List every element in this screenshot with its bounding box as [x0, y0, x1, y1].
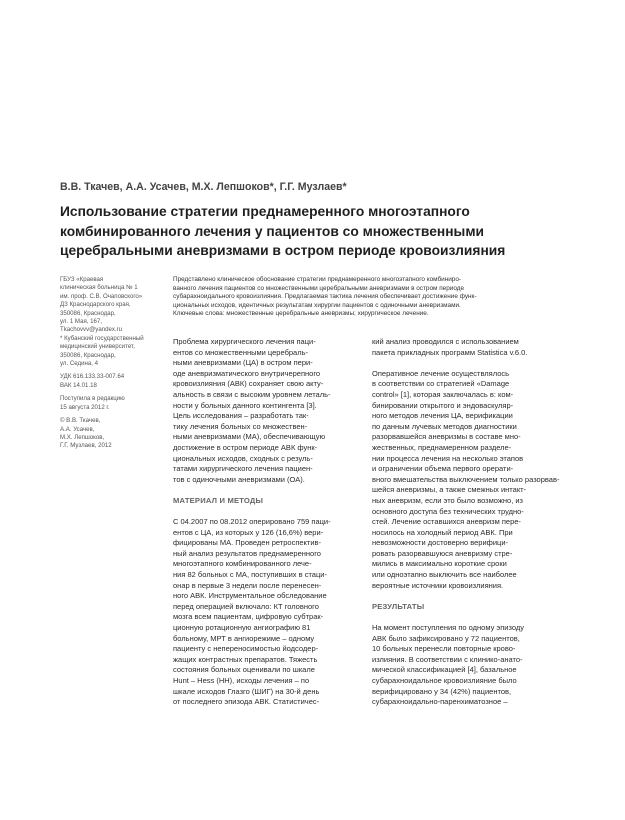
copyright-block	[60, 417, 172, 451]
body-column-left	[173, 337, 363, 708]
text-line: ционную ротационную ангиографию 81	[173, 623, 311, 633]
text-line: АВК было зафиксировано у 72 пациентов,	[372, 633, 520, 643]
text-line: ными аневризмами (ЦА) в остром пери-	[173, 358, 313, 368]
text-line: мозга всем пациентам, цифровую субтрак-	[173, 612, 324, 622]
authors: В.В. Ткачев, А.А. Усачев, М.Х. Лепшоков*, Г.Г. Музлаев*	[60, 181, 347, 193]
text-line: 10 больных перенесли повторные крово-	[372, 644, 516, 654]
udk-line: УДК 616.133.33-007.64	[60, 373, 125, 381]
text-line: носилось на холодный период АВК. При	[372, 527, 513, 537]
text-line: ных аневризм, если это было возможно, из	[372, 495, 523, 505]
text-line: ния 82 больных с МА, поступивших в стаци-	[173, 570, 327, 580]
text-line: нии процесса лечения на несколько этапов	[372, 453, 524, 463]
text-line: пациенту с непереносимостью йодсодер-	[173, 644, 319, 654]
text-line: излияния. В соответствии с клинико-анато-	[372, 654, 523, 664]
text-line: состояния больных оценивали по шкале	[173, 665, 315, 675]
abstract-keywords: Ключевые слова: множественные церебральные аневризмы; хирургическое лечение.	[173, 310, 429, 318]
text-line: в соответствии со стратегией «Damage	[372, 379, 510, 389]
affiliation-line: 350086, Краснодар,	[60, 351, 116, 359]
title-line: комбинированного лечения у пациентов со множественными	[60, 223, 485, 239]
text-line: шейся аневризмы, а также смежных интакт-	[372, 485, 527, 495]
text-line: ровать разорвавшуюся аневризму стре-	[372, 548, 513, 558]
received-line: Поступила в редакцию	[60, 395, 125, 403]
affiliation-email: Tkachovvv@yandex.ru	[60, 326, 123, 334]
text-line: Оперативное лечение осуществлялось	[372, 368, 510, 378]
text-line: разорвавшейся аневризмы в составе мно-	[372, 432, 521, 442]
received-date: 15 августа 2012 г.	[60, 403, 110, 411]
affiliation-line: * Кубанский государственный	[60, 334, 144, 342]
text-line: ности у больных данного контингента [3].	[173, 400, 317, 410]
spacer	[173, 485, 363, 496]
intro-paragraph	[173, 337, 363, 485]
text-line: мились в максимально короткие сроки	[372, 559, 507, 569]
abstract-line: циональных исходов, идентичных результатам хирургии пациентов с одиночными аневризмами.	[173, 301, 461, 309]
abstract-line: Представлено клиническое обоснование стратегии преднамеренного многоэтапного комбиниро-	[173, 276, 462, 283]
vak-line: ВАК 14.01.18	[60, 381, 97, 389]
spacer	[372, 591, 567, 602]
affiliation-line: ГБУЗ «Краевая	[60, 276, 104, 283]
copyright-line: © В.В. Ткачев,	[60, 417, 101, 425]
spacer	[372, 358, 567, 369]
text-line: Hunt – Hess (HH), исходы лечения – по	[173, 676, 310, 685]
text-line: бинировании открытого и эндоваскуляр-	[372, 400, 514, 410]
text-line: ентов с ЦА, из которых у 126 (16,6%) вери-	[173, 527, 324, 537]
text-line: субарахноидальное кровоизлияние было	[372, 676, 517, 685]
body-column-right	[372, 337, 567, 708]
affiliation-line: медицинский университет,	[60, 343, 135, 351]
text-line: пакета прикладных программ Statistica v.6.0.	[372, 347, 528, 357]
text-line: ентов со множественными церебраль-	[173, 347, 308, 357]
text-line: по данным лучевых методов диагностики	[372, 421, 517, 431]
methods-paragraph	[173, 517, 363, 708]
affiliation-line: им. проф. С.В. Очаповского»	[60, 292, 143, 300]
received-block	[60, 395, 172, 412]
text-line: оде аневризматического внутричерепного	[173, 368, 321, 378]
text-line: шкале исходов Глазго (ШИГ) на 30-й день	[173, 686, 320, 696]
affiliation-line: ДЗ Краснодарского края,	[60, 301, 131, 309]
text-line: верифицировано у 34 (42%) пациентов,	[372, 686, 512, 696]
spacer	[173, 507, 363, 518]
section-heading-results: РЕЗУЛЬТАТЫ	[372, 601, 425, 611]
text-line: многоэтапного комбинированного лече-	[173, 559, 312, 569]
udk-block	[60, 373, 172, 390]
abstract-line: субарахноидального кровоизлияния. Предлагаемая тактика лечения обеспечивает достижение функ-	[173, 293, 477, 301]
abstract	[173, 276, 563, 319]
text-line: жащих контрастных препаратов. Тяжесть	[173, 654, 318, 664]
text-line: достижение в остром периоде АВК функ-	[173, 442, 318, 452]
affiliation-line: клиническая больница № 1	[60, 284, 138, 292]
text-line: На момент поступления по одному эпизоду	[372, 623, 524, 633]
text-line: ного АВК. Инструментальное обследование	[173, 591, 327, 601]
text-line: фицированы МА. Проведен ретроспектив-	[173, 538, 322, 548]
title-line: церебральными аневризмами в остром периоде кровоизлияния	[60, 243, 506, 259]
affiliation-line: ул. Седина, 4	[60, 360, 98, 368]
text-line: циональных исходов, сходных с резуль-	[173, 453, 313, 463]
text-line: кий анализ проводился с использованием	[372, 337, 519, 346]
text-line: основного доступа без технических трудно-	[372, 506, 524, 516]
section-heading-methods: МАТЕРИАЛ И МЕТОДЫ	[173, 495, 264, 505]
text-line: субарахноидально-паренхиматозное –	[372, 697, 508, 707]
text-line: жественных, преднамеренном разделе-	[372, 442, 512, 452]
affiliation-line: ул. 1 Мая, 167,	[60, 318, 103, 326]
text-line: ный анализ результатов преднамеренного	[173, 548, 321, 558]
text-line: татами хирургического лечения пациен-	[173, 464, 313, 474]
copyright-line: А.А. Усачев,	[60, 425, 95, 433]
text-line: ными аневризмами (МА), обеспечивающую	[173, 432, 326, 442]
results-paragraph	[372, 623, 567, 708]
article-title	[60, 202, 580, 261]
text-line: или одноэтапно выключить все наиболее	[372, 570, 517, 580]
text-line: перед операцией включало: КТ головного	[173, 601, 319, 611]
text-line: альность в связи с высоким уровнем леталь-	[173, 389, 331, 399]
affiliation	[60, 276, 172, 368]
text-line: кровоизлияния (АВК) сохраняет свою акту-	[173, 379, 324, 389]
text-line: control» [1], которая заключалась в: ком-	[372, 389, 514, 399]
text-line: онар в первые 3 недели после перенесен-	[173, 580, 322, 590]
text-line: и ограничении объема первого opeрати-	[372, 464, 514, 474]
text-line: стей. Лечение оставшихся аневризм пере-	[372, 517, 521, 527]
text-line: больному, МРТ в ангиорежиме – одному	[173, 633, 315, 643]
text-line: тов с одиночными аневризмами (ОА).	[173, 474, 305, 484]
text-line: невозможности достоверно верифици-	[372, 538, 509, 548]
text-line: Цель исследования – разработать так-	[173, 411, 309, 421]
text-line: мической классификацией [4], базальное	[372, 665, 517, 675]
copyright-line: М.Х. Лепшоков,	[60, 433, 105, 441]
text-line: вного вмешательства выключением только разорвав-	[372, 474, 560, 484]
text-line: ного методов лечения ЦА, верификации	[372, 411, 513, 421]
article-sidebar	[60, 276, 172, 451]
text-line: от последнего эпизода АВК. Статистичес-	[173, 697, 320, 707]
spacer	[372, 612, 567, 623]
affiliation-line: 350086, Краснодар,	[60, 309, 116, 317]
title-line: Использование стратегии преднамеренного многоэтапного	[60, 204, 470, 219]
text-line: Проблема хирургического лечения паци-	[173, 337, 316, 346]
abstract-line: ванного лечения пациентов со множественными церебральными аневризмами в остром периоде	[173, 284, 465, 292]
text-line: вероятные источники кровоизлияния.	[372, 580, 504, 590]
text-line: тику лечения больных со множествен-	[173, 421, 308, 431]
surgery-paragraph	[372, 369, 567, 591]
statistics-paragraph	[372, 337, 567, 358]
copyright-line: Г.Г. Музлаев, 2012	[60, 442, 112, 450]
text-line: С 04.2007 по 08.2012 оперировано 759 паци-	[173, 517, 331, 527]
